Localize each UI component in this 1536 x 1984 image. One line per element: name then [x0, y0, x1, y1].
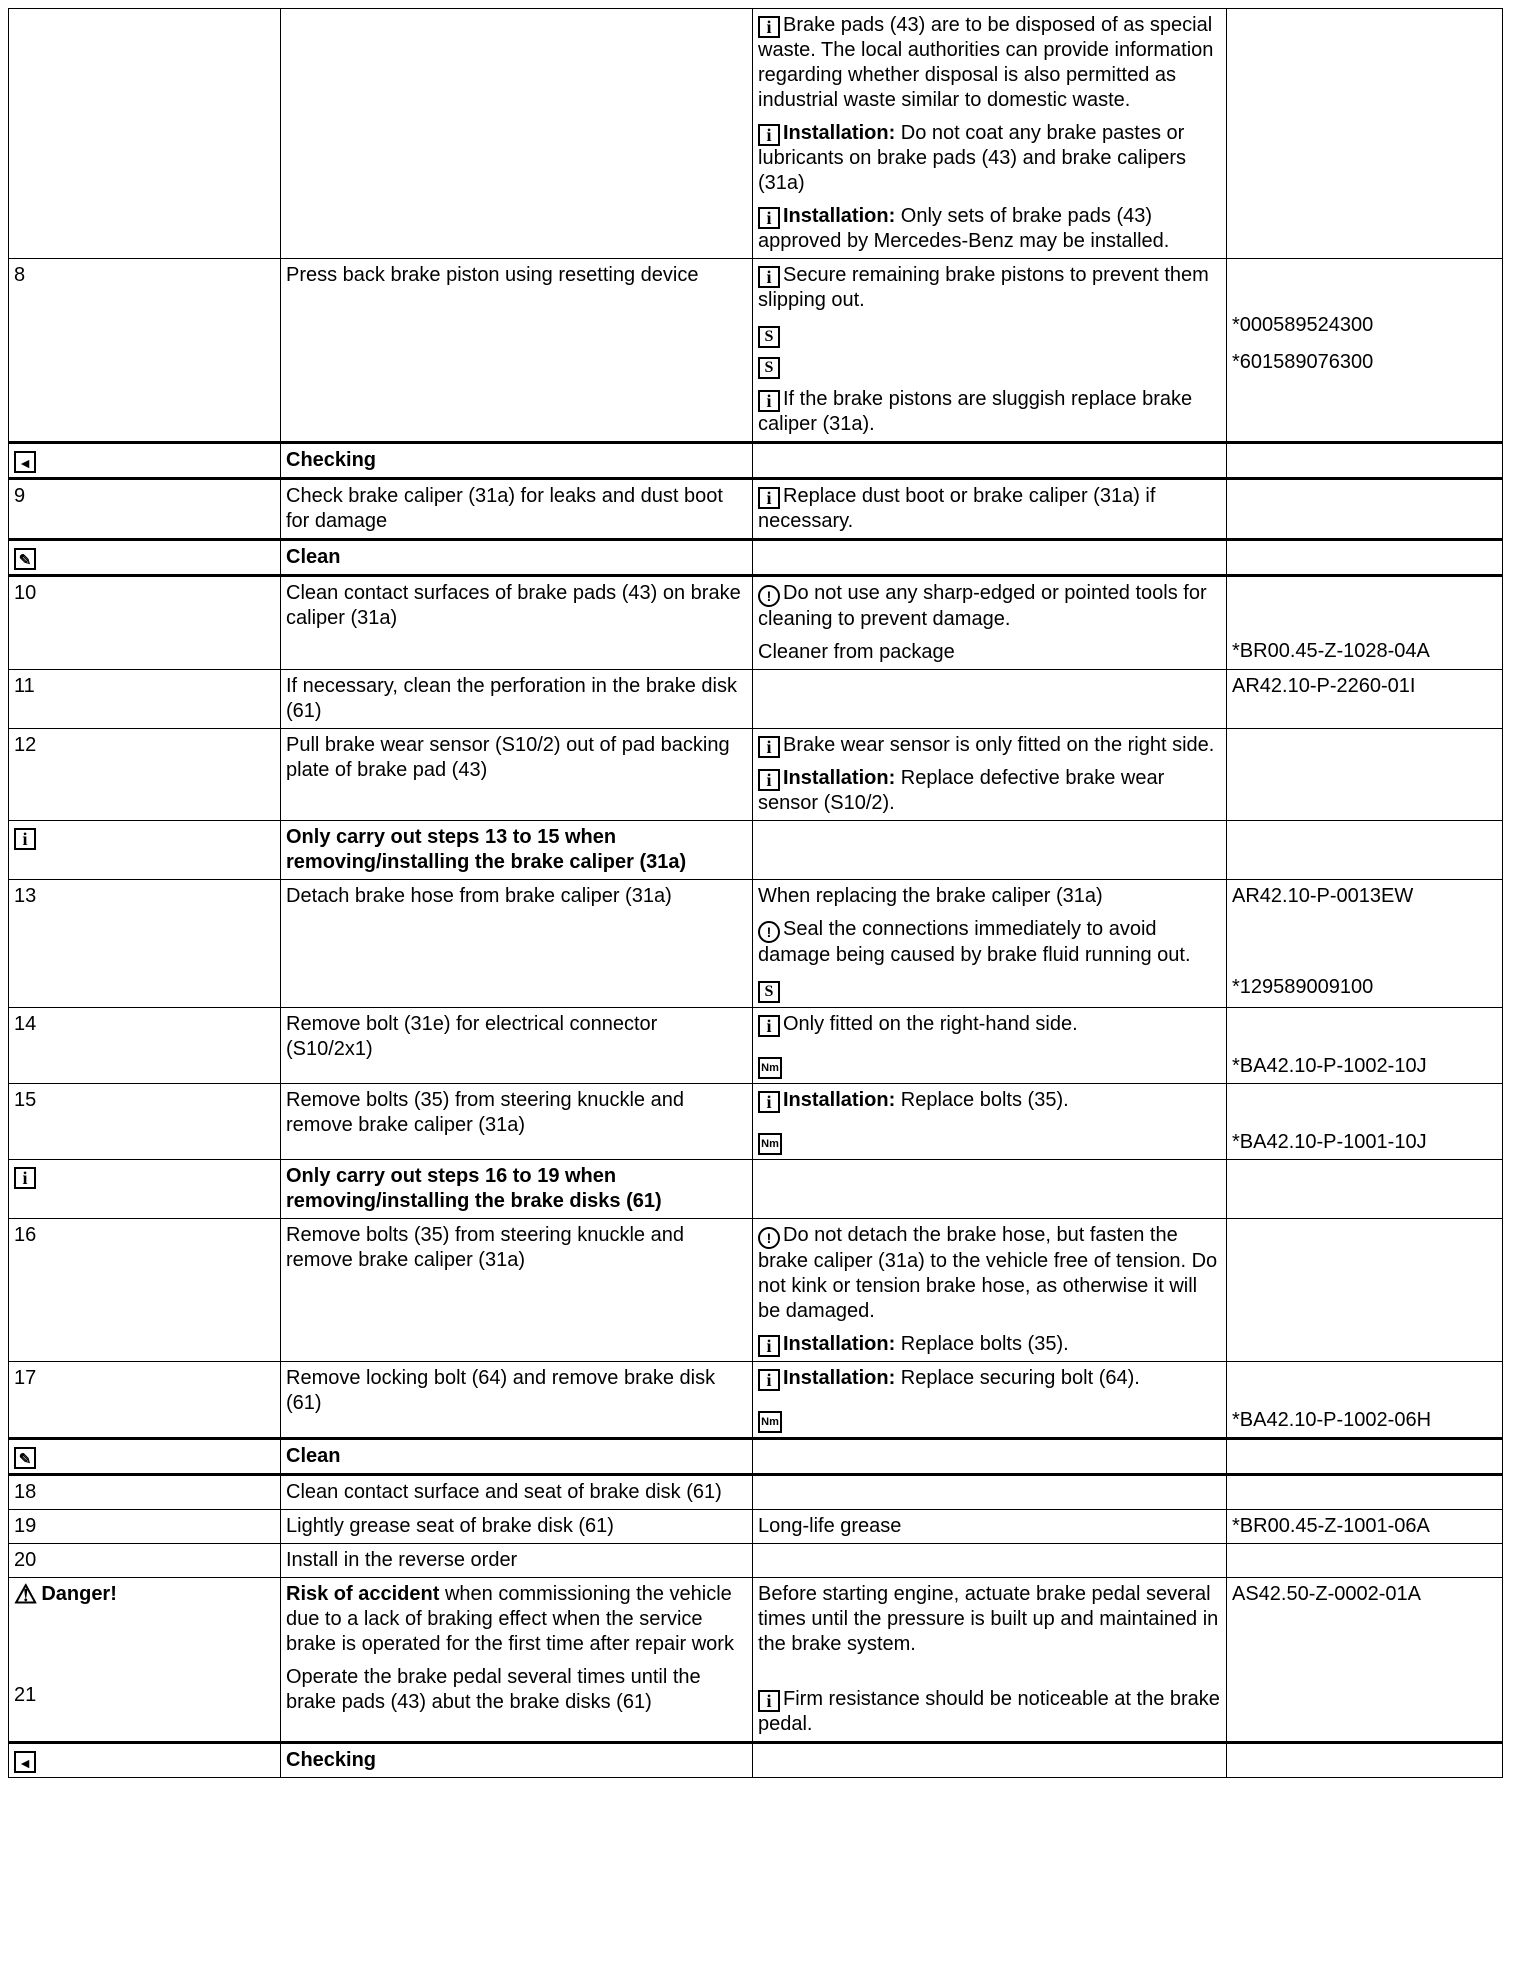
step-action: Clean contact surface and seat of brake disk (61) — [281, 1475, 753, 1510]
note-text: Replace bolts (35). — [900, 1333, 1069, 1355]
step-number: 11 — [9, 670, 281, 729]
empty-cell — [1227, 1475, 1503, 1510]
empty-cell — [1227, 1743, 1503, 1778]
step-number: 19 — [9, 1510, 281, 1544]
empty-cell — [1227, 1219, 1503, 1362]
reference-link[interactable]: *BA42.10-P-1002-06H — [1232, 1409, 1432, 1431]
empty-cell — [1227, 443, 1503, 479]
note-text: Replace securing bolt (64). — [900, 1367, 1140, 1389]
reference-link[interactable]: AR42.10-P-2260-01I — [1227, 670, 1503, 729]
section-icon-cell — [9, 1743, 281, 1778]
empty-cell — [753, 670, 1227, 729]
risk-label: Risk of accident — [286, 1583, 440, 1605]
section-header-row — [9, 1743, 1503, 1778]
step-notes-cell — [753, 259, 1227, 443]
table-row — [9, 259, 1503, 443]
step-action: Remove locking bolt (64) and remove brake disk (61) — [281, 1362, 753, 1439]
section-title: Clean — [281, 1439, 753, 1475]
step-notes-cell — [753, 576, 1227, 670]
torque-icon — [758, 1411, 782, 1433]
empty-cell — [1227, 1160, 1503, 1219]
info-icon — [758, 736, 780, 758]
section-title: Checking — [281, 1743, 753, 1778]
step-notes-cell — [753, 880, 1227, 1008]
step-reference-cell — [1227, 259, 1503, 443]
section-title: Only carry out steps 13 to 15 when removing/installing the brake caliper (31a) — [281, 821, 753, 880]
step-action-cell — [281, 1578, 753, 1743]
note-label: Installation: — [783, 1367, 896, 1389]
section-icon-cell — [9, 1439, 281, 1475]
reference-link[interactable]: *BR00.45-Z-1001-06A — [1227, 1510, 1503, 1544]
step-notes-cell — [753, 1084, 1227, 1160]
note-label: Installation: — [783, 205, 896, 227]
step-action: Remove bolts (35) from steering knuckle and remove brake caliper (31a) — [281, 1219, 753, 1362]
table-row — [9, 1510, 1503, 1544]
step-number: 20 — [9, 1544, 281, 1578]
table-row — [9, 479, 1503, 540]
note-text: Replace bolts (35). — [900, 1089, 1069, 1111]
empty-cell — [753, 1743, 1227, 1778]
step-number: 16 — [9, 1219, 281, 1362]
section-title: Checking — [281, 443, 753, 479]
clean-icon — [14, 548, 36, 570]
note-label: Installation: — [783, 122, 896, 144]
empty-cell — [753, 443, 1227, 479]
step-action: Install in the reverse order — [281, 1544, 753, 1578]
empty-cell — [753, 1160, 1227, 1219]
info-icon — [758, 769, 780, 791]
step-number: 12 — [9, 729, 281, 821]
section-header-row — [9, 1160, 1503, 1219]
reference-link[interactable]: *BR00.45-Z-1028-04A — [1232, 640, 1430, 662]
empty-cell — [1227, 540, 1503, 576]
section-title: Only carry out steps 16 to 19 when removing/installing the brake disks (61) — [281, 1160, 753, 1219]
special-tool-icon — [758, 326, 780, 348]
warning-triangle-icon: ⚠ — [14, 1579, 38, 1609]
step-action: Detach brake hose from brake caliper (31a) — [281, 880, 753, 1008]
table-row — [9, 670, 1503, 729]
danger-label: Danger! — [41, 1583, 117, 1605]
step-reference-cell — [1227, 9, 1503, 259]
step-notes-cell — [753, 729, 1227, 821]
section-icon-cell — [9, 1160, 281, 1219]
info-icon — [14, 828, 36, 850]
empty-cell — [753, 821, 1227, 880]
table-row — [9, 1219, 1503, 1362]
step-number: 21 — [14, 1684, 37, 1706]
info-icon — [758, 1015, 780, 1037]
table-row — [9, 1084, 1503, 1160]
material-text: Cleaner from package — [758, 641, 955, 663]
reference-link[interactable]: *601589076300 — [1232, 351, 1374, 373]
step-number: 8 — [9, 259, 281, 443]
note-text: Replace dust boot or brake caliper (31a) if necessary. — [758, 485, 1156, 532]
note-text: Brake wear sensor is only fitted on the right side. — [783, 734, 1215, 756]
info-icon — [758, 390, 780, 412]
step-action: Clean contact surfaces of brake pads (43) on brake caliper (31a) — [281, 576, 753, 670]
section-header-row — [9, 821, 1503, 880]
info-icon — [758, 1091, 780, 1113]
table-row — [9, 1008, 1503, 1084]
caution-icon — [758, 1227, 780, 1249]
empty-cell — [1227, 1439, 1503, 1475]
step-notes-cell — [753, 479, 1227, 540]
info-icon — [758, 1690, 780, 1712]
reference-link[interactable]: *BA42.10-P-1002-10J — [1232, 1055, 1427, 1077]
empty-cell — [753, 1439, 1227, 1475]
step-number: 17 — [9, 1362, 281, 1439]
section-header-row — [9, 540, 1503, 576]
info-icon — [758, 1335, 780, 1357]
empty-cell — [753, 540, 1227, 576]
info-icon — [758, 1369, 780, 1391]
step-notes-cell — [753, 1578, 1227, 1743]
step-action: Pull brake wear sensor (S10/2) out of pad backing plate of brake pad (43) — [281, 729, 753, 821]
step-number: 13 — [9, 880, 281, 1008]
note-text: Do not detach the brake hose, but fasten the brake caliper (31a) to the vehicle free of tension. Do not kink or tension brake hose, as otherwise it will be damaged. — [758, 1224, 1218, 1322]
step-reference-cell — [1227, 1084, 1503, 1160]
back-arrow-icon — [14, 1751, 36, 1773]
note-text: Firm resistance should be noticeable at the brake pedal. — [758, 1688, 1220, 1735]
step-notes-cell — [753, 9, 1227, 259]
empty-cell — [1227, 821, 1503, 880]
step-action: Operate the brake pedal several times until the brake pads (43) abut the brake disks (61) — [286, 1666, 701, 1713]
reference-link[interactable]: *000589524300 — [1232, 314, 1374, 336]
measure-text: Before starting engine, actuate brake pedal several times until the pressure is built up and maintained in the brake system. — [758, 1583, 1219, 1655]
note-text: Only fitted on the right-hand side. — [783, 1013, 1078, 1035]
risk-text: when commissioning the vehicle due to a lack of braking effect when the service brake is operated for the first time after repair work — [286, 1583, 734, 1655]
step-number: 14 — [9, 1008, 281, 1084]
info-icon — [758, 124, 780, 146]
step-reference-cell — [1227, 1362, 1503, 1439]
empty-cell — [753, 1475, 1227, 1510]
step-number: 15 — [9, 1084, 281, 1160]
reference-link[interactable]: AS42.50-Z-0002-01A — [1227, 1578, 1503, 1743]
step-notes-cell — [753, 1362, 1227, 1439]
procedure-table — [8, 8, 1503, 1778]
torque-icon — [758, 1133, 782, 1155]
info-icon — [14, 1167, 36, 1189]
step-action-cell — [281, 9, 753, 259]
note-label: Installation: — [783, 1089, 896, 1111]
note-text: Secure remaining brake pistons to prevent them slipping out. — [758, 264, 1209, 311]
step-number: 9 — [9, 479, 281, 540]
step-number: 10 — [9, 576, 281, 670]
section-header-row — [9, 1439, 1503, 1475]
info-icon — [758, 266, 780, 288]
note-text: When replacing the brake caliper (31a) — [758, 885, 1103, 907]
table-row — [9, 1578, 1503, 1743]
step-number-cell — [9, 9, 281, 259]
step-action: Lightly grease seat of brake disk (61) — [281, 1510, 753, 1544]
empty-cell — [753, 1544, 1227, 1578]
material-text: Long-life grease — [753, 1510, 1227, 1544]
table-row — [9, 880, 1503, 1008]
note-text: Seal the connections immediately to avoid damage being caused by brake fluid running out. — [758, 918, 1191, 966]
torque-icon — [758, 1057, 782, 1079]
info-icon — [758, 207, 780, 229]
section-icon-cell — [9, 540, 281, 576]
step-reference-cell — [1227, 576, 1503, 670]
note-label: Installation: — [783, 1333, 896, 1355]
reference-link[interactable]: *BA42.10-P-1001-10J — [1232, 1131, 1427, 1153]
info-icon — [758, 487, 780, 509]
clean-icon — [14, 1447, 36, 1469]
step-number-cell — [9, 1578, 281, 1743]
step-action: Remove bolt (31e) for electrical connector (S10/2x1) — [281, 1008, 753, 1084]
reference-link[interactable]: AR42.10-P-0013EW — [1232, 885, 1414, 907]
procedure-document — [8, 8, 1502, 1778]
section-icon-cell — [9, 443, 281, 479]
step-notes-cell — [753, 1008, 1227, 1084]
table-row — [9, 729, 1503, 821]
note-text: Do not use any sharp-edged or pointed tools for cleaning to prevent damage. — [758, 582, 1207, 630]
special-tool-icon — [758, 357, 780, 379]
note-label: Installation: — [783, 767, 896, 789]
section-header-row — [9, 443, 1503, 479]
note-text: Brake pads (43) are to be disposed of as special waste. The local authorities can provide information regarding whether disposal is also permitted as industrial waste similar to domestic waste. — [758, 14, 1214, 111]
caution-icon — [758, 585, 780, 607]
special-tool-icon — [758, 981, 780, 1003]
caution-icon — [758, 921, 780, 943]
table-row — [9, 576, 1503, 670]
step-number: 18 — [9, 1475, 281, 1510]
note-text: Only sets of brake pads (43) approved by Mercedes-Benz may be installed. — [758, 205, 1170, 252]
table-row — [9, 1475, 1503, 1510]
step-action: Press back brake piston using resetting device — [281, 259, 753, 443]
section-icon-cell — [9, 821, 281, 880]
back-arrow-icon — [14, 451, 36, 473]
info-icon — [758, 16, 780, 38]
empty-cell — [1227, 479, 1503, 540]
table-row — [9, 1544, 1503, 1578]
reference-link[interactable]: *129589009100 — [1232, 976, 1374, 998]
note-text: Replace defective brake wear sensor (S10/2). — [758, 767, 1165, 814]
empty-cell — [1227, 729, 1503, 821]
table-row — [9, 9, 1503, 259]
step-reference-cell — [1227, 1008, 1503, 1084]
step-notes-cell — [753, 1219, 1227, 1362]
note-text: Do not coat any brake pastes or lubricants on brake pads (43) and brake calipers (31a) — [758, 122, 1187, 194]
step-action: Check brake caliper (31a) for leaks and dust boot for damage — [281, 479, 753, 540]
table-row — [9, 1362, 1503, 1439]
note-text: If the brake pistons are sluggish replace brake caliper (31a). — [758, 388, 1193, 435]
step-reference-cell — [1227, 880, 1503, 1008]
step-action: If necessary, clean the perforation in the brake disk (61) — [281, 670, 753, 729]
empty-cell — [1227, 1544, 1503, 1578]
step-action: Remove bolts (35) from steering knuckle and remove brake caliper (31a) — [281, 1084, 753, 1160]
section-title: Clean — [281, 540, 753, 576]
